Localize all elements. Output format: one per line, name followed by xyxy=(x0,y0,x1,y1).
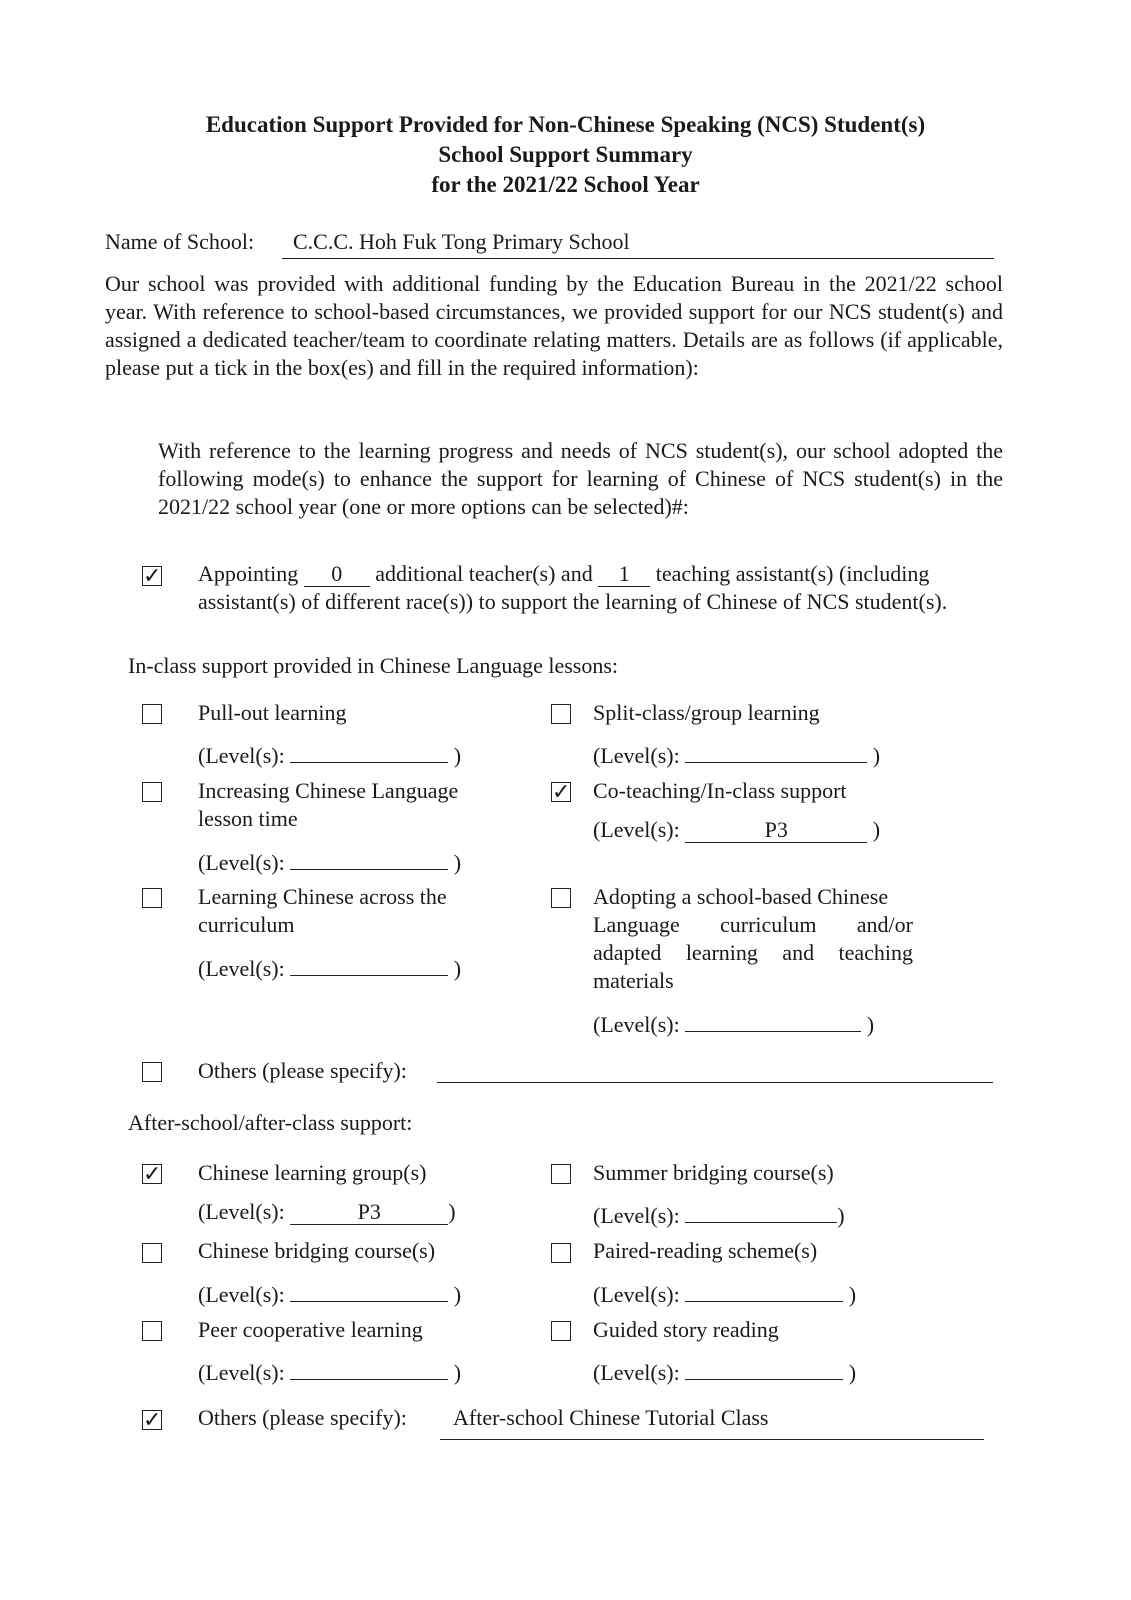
teachers-field[interactable]: 0 xyxy=(304,562,370,587)
school-name-line xyxy=(282,258,994,259)
co-teaching-level: (Level(s): P3 ) xyxy=(593,817,881,842)
school-name[interactable]: C.C.C. Hoh Fuk Tong Primary School xyxy=(293,229,630,254)
summer-bridging-level-field[interactable] xyxy=(685,1198,837,1223)
assistants-field[interactable]: 1 xyxy=(598,562,650,587)
paired-reading-label: Paired-reading scheme(s) xyxy=(593,1238,818,1263)
title-line-1: Education Support Provided for Non-Chinese Speaking (NCS) Student(s) xyxy=(205,112,926,137)
summer-bridging-level: (Level(s): ) xyxy=(593,1198,845,1230)
school-label: Name of School: xyxy=(105,229,255,254)
increase-time-level-field[interactable] xyxy=(290,845,448,870)
summer-bridging-label: Summer bridging course(s) xyxy=(593,1160,834,1185)
modes-intro: With reference to the learning progress and needs of NCS student(s), our school adopted the following mode(s) to enhance the support for learning of Chinese of NCS student(s) in the 2021/22 school year (one or more options can be selected)#: xyxy=(158,438,1003,519)
pull-out-checkbox[interactable] xyxy=(142,704,162,724)
co-teaching-level-field[interactable]: P3 xyxy=(685,818,867,843)
school-based-level: (Level(s): ) xyxy=(593,1007,874,1039)
chinese-bridging-checkbox[interactable] xyxy=(142,1243,162,1263)
increase-time-label: Increasing Chinese Language xyxy=(198,778,459,803)
summer-bridging-checkbox[interactable] xyxy=(551,1164,571,1184)
chinese-bridging-level: (Level(s): ) xyxy=(198,1277,461,1309)
paired-reading-level: (Level(s): ) xyxy=(593,1277,856,1309)
guided-story-level-field[interactable] xyxy=(685,1355,843,1380)
appoint-line-2: assistant(s) of different race(s)) to support the learning of Chinese of NCS student(s). xyxy=(198,589,948,614)
school-based-label-4: materials xyxy=(593,968,674,993)
pull-out-level: (Level(s): ) xyxy=(198,738,461,770)
split-class-checkbox[interactable] xyxy=(551,704,571,724)
split-class-label: Split-class/group learning xyxy=(593,700,820,725)
in-class-others-label: Others (please specify): xyxy=(198,1058,407,1083)
increase-time-checkbox[interactable] xyxy=(142,782,162,802)
school-based-label-2: Language curriculum and/or xyxy=(593,912,913,937)
across-curriculum-level-field[interactable] xyxy=(290,951,448,976)
guided-story-label: Guided story reading xyxy=(593,1317,779,1342)
pull-out-level-field[interactable] xyxy=(290,738,448,763)
learning-group-label: Chinese learning group(s) xyxy=(198,1160,427,1185)
in-class-heading: In-class support provided in Chinese Language lessons: xyxy=(128,653,619,678)
split-class-level: (Level(s): ) xyxy=(593,738,880,770)
title-line-3: for the 2021/22 School Year xyxy=(431,172,700,197)
intro-paragraph: Our school was provided with additional funding by the Education Bureau in the 2021/22 school year. With reference to school-based circumstances, we provided support for our NCS student(s) and assigned a dedicated teacher/team to coordinate relating matters. Details are as follows (if applicable, please put a tick in the box(es) and fill in the required information): xyxy=(105,271,1003,380)
peer-cooperative-level-field[interactable] xyxy=(290,1355,448,1380)
guided-story-level: (Level(s): ) xyxy=(593,1355,856,1387)
peer-cooperative-label: Peer cooperative learning xyxy=(198,1317,423,1342)
chinese-bridging-level-field[interactable] xyxy=(290,1277,448,1302)
learning-group-level-field[interactable]: P3 xyxy=(290,1200,448,1225)
after-class-others-value[interactable]: After-school Chinese Tutorial Class xyxy=(453,1405,769,1430)
school-based-curriculum-checkbox[interactable] xyxy=(551,888,571,908)
after-class-heading: After-school/after-class support: xyxy=(128,1110,413,1135)
school-based-label-3: adapted learning and teaching xyxy=(593,940,913,965)
increase-time-level: (Level(s): ) xyxy=(198,845,461,877)
learning-group-level: (Level(s): P3 ) xyxy=(198,1199,456,1224)
school-based-label-1: Adopting a school-based Chinese xyxy=(593,884,889,909)
in-class-others-line xyxy=(437,1082,993,1083)
in-class-others-checkbox[interactable] xyxy=(142,1062,162,1082)
across-curriculum-checkbox[interactable] xyxy=(142,888,162,908)
across-curriculum-label-2: curriculum xyxy=(198,912,295,937)
across-curriculum-level: (Level(s): ) xyxy=(198,951,461,983)
increase-time-label-2: lesson time xyxy=(198,806,298,831)
after-class-others-line xyxy=(440,1439,984,1440)
chinese-bridging-label: Chinese bridging course(s) xyxy=(198,1238,436,1263)
peer-cooperative-checkbox[interactable] xyxy=(142,1321,162,1341)
pull-out-label: Pull-out learning xyxy=(198,700,347,725)
paired-reading-level-field[interactable] xyxy=(685,1277,843,1302)
co-teaching-checkbox[interactable]: ✓ xyxy=(552,779,571,804)
title-line-2: School Support Summary xyxy=(438,142,693,167)
peer-cooperative-level: (Level(s): ) xyxy=(198,1355,461,1387)
co-teaching-label: Co-teaching/In-class support xyxy=(593,778,847,803)
after-class-others-label: Others (please specify): xyxy=(198,1405,407,1430)
split-class-level-field[interactable] xyxy=(685,738,867,763)
after-class-others-checkbox[interactable]: ✓ xyxy=(143,1407,162,1432)
paired-reading-checkbox[interactable] xyxy=(551,1243,571,1263)
appoint-checkbox[interactable]: ✓ xyxy=(143,563,162,588)
across-curriculum-label: Learning Chinese across the xyxy=(198,884,447,909)
school-based-level-field[interactable] xyxy=(685,1007,861,1032)
appoint-line-1: Appointing 0 additional teacher(s) and 1 teaching assistant(s) (including xyxy=(198,561,930,586)
guided-story-checkbox[interactable] xyxy=(551,1321,571,1341)
learning-group-checkbox[interactable]: ✓ xyxy=(143,1161,162,1186)
